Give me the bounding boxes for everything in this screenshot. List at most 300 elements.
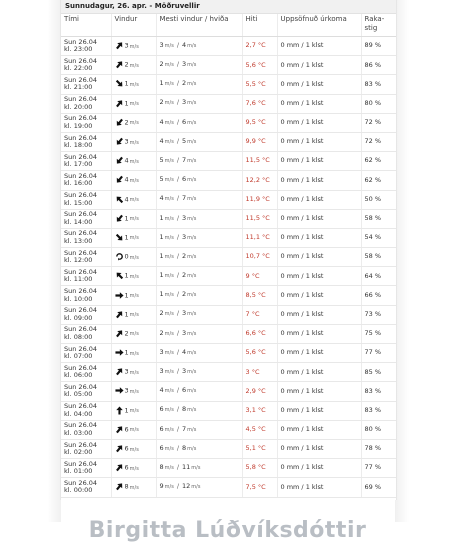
cell-temp: 9,5 °C <box>242 113 277 132</box>
cell-gust <box>156 344 242 363</box>
cell-time <box>61 401 111 420</box>
wind-unit: m/s <box>129 427 139 434</box>
row-day: Sun 26.04 <box>64 152 98 161</box>
wind-speed: 6 <box>124 463 129 472</box>
cell-time <box>61 420 111 439</box>
cell-precip: 0 mm / 1 klst <box>277 113 361 132</box>
cell-time <box>61 209 111 228</box>
cell-humidity: 62 % <box>361 171 396 190</box>
cell-humidity: 89 % <box>361 37 396 56</box>
cell-wind <box>111 171 156 190</box>
gust-wind-unit: m/s <box>187 138 197 145</box>
wind-unit: m/s <box>129 158 139 165</box>
cell-wind <box>111 190 156 209</box>
cell-precip: 0 mm / 1 klst <box>277 152 361 171</box>
cell-temp: 12,2 °C <box>242 171 277 190</box>
wind-unit: m/s <box>129 293 139 300</box>
cell-precip: 0 mm / 1 klst <box>277 344 361 363</box>
cell-wind <box>111 228 156 247</box>
slash-separator: / <box>176 290 180 299</box>
table-row <box>61 228 396 247</box>
table-row <box>61 37 396 56</box>
cell-gust <box>156 171 242 190</box>
cell-time <box>61 152 111 171</box>
wind-unit: m/s <box>129 81 139 88</box>
cell-precip: 0 mm / 1 klst <box>277 171 361 190</box>
mean-wind: 6 <box>159 443 164 452</box>
gust-wind-unit: m/s <box>187 157 197 164</box>
gust-wind: 7 <box>182 424 187 433</box>
table-row <box>61 324 396 343</box>
mean-wind-unit: m/s <box>164 253 174 260</box>
mean-wind: 3 <box>159 367 164 376</box>
cell-humidity: 58 % <box>361 248 396 267</box>
slash-separator: / <box>176 462 180 471</box>
slash-separator: / <box>176 347 180 356</box>
gust-wind: 3 <box>182 367 187 376</box>
cell-time <box>61 94 111 113</box>
row-day: Sun 26.04 <box>64 229 98 238</box>
mean-wind-unit: m/s <box>164 292 174 299</box>
cell-wind <box>111 439 156 458</box>
cell-precip: 0 mm / 1 klst <box>277 94 361 113</box>
cell-wind <box>111 459 156 478</box>
table-row <box>61 190 396 209</box>
row-hour: kl. 16:00 <box>64 179 93 188</box>
cell-wind <box>111 37 156 56</box>
mean-wind-unit: m/s <box>164 138 174 145</box>
wind-speed: 8 <box>124 482 129 491</box>
cell-time <box>61 113 111 132</box>
cell-wind <box>111 305 156 324</box>
cell-gust <box>156 75 242 94</box>
wind-unit: m/s <box>129 62 139 69</box>
gust-wind: 4 <box>182 40 187 49</box>
mean-wind: 1 <box>159 213 164 222</box>
cell-temp: 9,9 °C <box>242 132 277 151</box>
page-shadow-left <box>47 0 61 522</box>
slash-separator: / <box>176 251 180 260</box>
wind-direction-icon <box>115 425 124 434</box>
wind-speed: 1 <box>124 348 129 357</box>
cell-temp: 3 °C <box>242 363 277 382</box>
cell-humidity: 73 % <box>361 305 396 324</box>
cell-wind <box>111 401 156 420</box>
cell-temp: 11,5 °C <box>242 209 277 228</box>
row-hour: kl. 23:00 <box>64 45 93 54</box>
row-hour: kl. 14:00 <box>64 217 93 226</box>
cell-humidity: 80 % <box>361 94 396 113</box>
mean-wind-unit: m/s <box>164 81 174 88</box>
gust-wind-unit: m/s <box>187 62 197 69</box>
gust-wind-unit: m/s <box>187 196 197 203</box>
table-row <box>61 152 396 171</box>
wind-direction-icon <box>115 271 124 280</box>
wind-speed: 4 <box>124 195 129 204</box>
wind-direction-icon <box>115 175 124 184</box>
cell-gust <box>156 152 242 171</box>
slash-separator: / <box>176 117 180 126</box>
row-hour: kl. 15:00 <box>64 198 93 207</box>
slash-separator: / <box>176 309 180 318</box>
mean-wind-unit: m/s <box>164 369 174 376</box>
table-row <box>61 459 396 478</box>
cell-wind <box>111 94 156 113</box>
gust-wind-unit: m/s <box>187 445 197 452</box>
gust-wind-unit: m/s <box>187 330 197 337</box>
cell-temp: 2,9 °C <box>242 382 277 401</box>
row-hour: kl. 08:00 <box>64 332 93 341</box>
gust-wind-unit: m/s <box>187 426 197 433</box>
gust-wind-unit: m/s <box>191 484 201 491</box>
mean-wind: 6 <box>159 424 164 433</box>
mean-wind-unit: m/s <box>164 119 174 126</box>
cell-gust <box>156 94 242 113</box>
wind-unit: m/s <box>129 254 139 261</box>
table-row <box>61 94 396 113</box>
row-day: Sun 26.04 <box>64 56 98 65</box>
mean-wind: 9 <box>159 482 164 491</box>
cell-humidity: 64 % <box>361 267 396 286</box>
header-temp: Hiti <box>242 14 277 37</box>
row-hour: kl. 09:00 <box>64 313 93 322</box>
row-hour: kl. 21:00 <box>64 83 93 92</box>
wind-direction-icon <box>115 310 124 319</box>
gust-wind-unit: m/s <box>187 100 197 107</box>
cell-precip: 0 mm / 1 klst <box>277 305 361 324</box>
mean-wind: 8 <box>159 462 164 471</box>
wind-speed: 6 <box>124 444 129 453</box>
row-day: Sun 26.04 <box>64 287 98 296</box>
row-day: Sun 26.04 <box>64 210 98 219</box>
mean-wind: 4 <box>159 386 164 395</box>
cell-gust <box>156 209 242 228</box>
cell-time <box>61 56 111 75</box>
row-hour: kl. 07:00 <box>64 352 93 361</box>
cell-precip: 0 mm / 1 klst <box>277 478 361 497</box>
gust-wind: 2 <box>182 79 187 88</box>
mean-wind-unit: m/s <box>164 407 174 414</box>
mean-wind: 4 <box>159 194 164 203</box>
cell-temp: 3,1 °C <box>242 401 277 420</box>
cell-precip: 0 mm / 1 klst <box>277 286 361 305</box>
mean-wind-unit: m/s <box>164 426 174 433</box>
cell-wind <box>111 324 156 343</box>
wind-speed: 1 <box>124 79 129 88</box>
gust-wind-unit: m/s <box>187 234 197 241</box>
cell-temp: 5,5 °C <box>242 75 277 94</box>
cell-time <box>61 324 111 343</box>
mean-wind-unit: m/s <box>164 62 174 69</box>
table-row <box>61 248 396 267</box>
mean-wind: 1 <box>159 271 164 280</box>
cell-time <box>61 459 111 478</box>
row-day: Sun 26.04 <box>64 325 98 334</box>
cell-time <box>61 286 111 305</box>
wind-direction-icon <box>115 156 124 165</box>
row-day: Sun 26.04 <box>64 171 98 180</box>
wind-unit: m/s <box>129 177 139 184</box>
wind-speed: 1 <box>124 271 129 280</box>
row-hour: kl. 17:00 <box>64 160 93 169</box>
cell-time <box>61 382 111 401</box>
cell-temp: 5,6 °C <box>242 56 277 75</box>
cell-precip: 0 mm / 1 klst <box>277 267 361 286</box>
cell-precip: 0 mm / 1 klst <box>277 56 361 75</box>
table-row <box>61 286 396 305</box>
cell-humidity: 80 % <box>361 420 396 439</box>
table-row <box>61 209 396 228</box>
mean-wind-unit: m/s <box>164 311 174 318</box>
gust-wind-unit: m/s <box>187 42 197 49</box>
table-row <box>61 401 396 420</box>
table-row <box>61 305 396 324</box>
table-row <box>61 267 396 286</box>
cell-wind <box>111 248 156 267</box>
slash-separator: / <box>176 443 180 452</box>
row-day: Sun 26.04 <box>64 267 98 276</box>
cell-wind <box>111 420 156 439</box>
cell-time <box>61 190 111 209</box>
mean-wind-unit: m/s <box>164 196 174 203</box>
cell-precip: 0 mm / 1 klst <box>277 228 361 247</box>
row-hour: kl. 04:00 <box>64 409 93 418</box>
wind-speed: 1 <box>124 99 129 108</box>
table-row <box>61 344 396 363</box>
mean-wind: 2 <box>159 309 164 318</box>
wind-speed: 1 <box>124 406 129 415</box>
wind-speed: 0 <box>124 252 129 261</box>
gust-wind: 7 <box>182 155 187 164</box>
gust-wind: 3 <box>182 309 187 318</box>
mean-wind: 3 <box>159 347 164 356</box>
gust-wind: 2 <box>182 290 187 299</box>
cell-wind <box>111 132 156 151</box>
wind-direction-icon <box>115 233 124 242</box>
table-row <box>61 382 396 401</box>
slash-separator: / <box>176 40 180 49</box>
cell-gust <box>156 439 242 458</box>
cell-temp: 5,8 °C <box>242 459 277 478</box>
cell-precip: 0 mm / 1 klst <box>277 420 361 439</box>
table-row <box>61 171 396 190</box>
table-row <box>61 439 396 458</box>
slash-separator: / <box>176 194 180 203</box>
gust-wind: 6 <box>182 175 187 184</box>
cell-gust <box>156 324 242 343</box>
cell-gust <box>156 37 242 56</box>
cell-humidity: 54 % <box>361 228 396 247</box>
gust-wind-unit: m/s <box>187 215 197 222</box>
wind-direction-icon <box>115 214 124 223</box>
cell-gust <box>156 286 242 305</box>
wind-speed: 2 <box>124 329 129 338</box>
wind-unit: m/s <box>129 216 139 223</box>
row-hour: kl. 10:00 <box>64 294 93 303</box>
wind-unit: m/s <box>129 465 139 472</box>
mean-wind: 2 <box>159 98 164 107</box>
mean-wind-unit: m/s <box>164 484 174 491</box>
mean-wind: 6 <box>159 405 164 414</box>
wind-speed: 3 <box>124 386 129 395</box>
row-hour: kl. 12:00 <box>64 256 93 265</box>
gust-wind: 3 <box>182 98 187 107</box>
wind-unit: m/s <box>129 139 139 146</box>
wind-speed: 2 <box>124 118 129 127</box>
mean-wind-unit: m/s <box>164 349 174 356</box>
cell-humidity: 62 % <box>361 152 396 171</box>
cell-humidity: 72 % <box>361 113 396 132</box>
cell-humidity: 85 % <box>361 363 396 382</box>
gust-wind-unit: m/s <box>187 407 197 414</box>
mean-wind: 3 <box>159 40 164 49</box>
gust-wind: 5 <box>182 136 187 145</box>
cell-wind <box>111 478 156 497</box>
cell-humidity: 72 % <box>361 132 396 151</box>
cell-wind <box>111 267 156 286</box>
mean-wind: 5 <box>159 175 164 184</box>
wind-direction-icon <box>115 406 124 415</box>
table-title: Sunnudagur, 26. apr. - Möðruvellir <box>61 0 396 14</box>
row-day: Sun 26.04 <box>64 114 98 123</box>
row-day: Sun 26.04 <box>64 459 98 468</box>
cell-wind <box>111 286 156 305</box>
cell-temp: 2,7 °C <box>242 37 277 56</box>
gust-wind-unit: m/s <box>187 388 197 395</box>
gust-wind-unit: m/s <box>187 311 197 318</box>
wind-speed: 1 <box>124 214 129 223</box>
row-day: Sun 26.04 <box>64 421 98 430</box>
cell-gust <box>156 132 242 151</box>
cell-humidity: 50 % <box>361 190 396 209</box>
cell-gust <box>156 305 242 324</box>
wind-direction-icon <box>115 41 124 50</box>
cell-temp: 5,6 °C <box>242 344 277 363</box>
table-row <box>61 420 396 439</box>
cell-temp: 11,5 °C <box>242 152 277 171</box>
mean-wind: 5 <box>159 155 164 164</box>
cell-temp: 7,5 °C <box>242 478 277 497</box>
cell-humidity: 83 % <box>361 382 396 401</box>
gust-wind: 8 <box>182 443 187 452</box>
row-hour: kl. 01:00 <box>64 467 93 476</box>
cell-time <box>61 439 111 458</box>
mean-wind: 2 <box>159 60 164 69</box>
wind-unit: m/s <box>129 43 139 50</box>
mean-wind-unit: m/s <box>164 215 174 222</box>
cell-precip: 0 mm / 1 klst <box>277 209 361 228</box>
cell-precip: 0 mm / 1 klst <box>277 248 361 267</box>
cell-gust <box>156 420 242 439</box>
cell-humidity: 83 % <box>361 401 396 420</box>
row-hour: kl. 02:00 <box>64 448 93 457</box>
cell-precip: 0 mm / 1 klst <box>277 190 361 209</box>
cell-temp: 7,6 °C <box>242 94 277 113</box>
header-time: Tími <box>61 14 111 37</box>
mean-wind-unit: m/s <box>164 157 174 164</box>
slash-separator: / <box>176 213 180 222</box>
row-day: Sun 26.04 <box>64 191 98 200</box>
mean-wind-unit: m/s <box>164 234 174 241</box>
wind-unit: m/s <box>129 484 139 491</box>
cell-temp: 11,9 °C <box>242 190 277 209</box>
mean-wind: 4 <box>159 117 164 126</box>
cell-precip: 0 mm / 1 klst <box>277 439 361 458</box>
slash-separator: / <box>176 98 180 107</box>
row-hour: kl. 22:00 <box>64 64 93 73</box>
slash-separator: / <box>176 60 180 69</box>
gust-wind: 6 <box>182 386 187 395</box>
cell-humidity: 86 % <box>361 56 396 75</box>
row-day: Sun 26.04 <box>64 75 98 84</box>
cell-humidity: 83 % <box>361 75 396 94</box>
row-day: Sun 26.04 <box>64 344 98 353</box>
cell-wind <box>111 152 156 171</box>
cell-time <box>61 305 111 324</box>
cell-time <box>61 171 111 190</box>
cell-wind <box>111 363 156 382</box>
cell-humidity: 78 % <box>361 439 396 458</box>
wind-speed: 6 <box>124 425 129 434</box>
cell-humidity: 77 % <box>361 344 396 363</box>
cell-time <box>61 478 111 497</box>
wind-speed: 1 <box>124 291 129 300</box>
cell-precip: 0 mm / 1 klst <box>277 37 361 56</box>
cell-gust <box>156 382 242 401</box>
mean-wind: 1 <box>159 232 164 241</box>
gust-wind-unit: m/s <box>187 349 197 356</box>
cell-temp: 9 °C <box>242 267 277 286</box>
wind-unit: m/s <box>129 101 139 108</box>
gust-wind: 3 <box>182 213 187 222</box>
cell-time <box>61 344 111 363</box>
gust-wind: 8 <box>182 405 187 414</box>
wind-speed: 4 <box>124 156 129 165</box>
mean-wind-unit: m/s <box>164 100 174 107</box>
cell-wind <box>111 113 156 132</box>
wind-direction-icon <box>115 444 124 453</box>
mean-wind: 4 <box>159 136 164 145</box>
slash-separator: / <box>176 175 180 184</box>
row-day: Sun 26.04 <box>64 478 98 487</box>
wind-speed: 1 <box>124 310 129 319</box>
cell-temp: 5,1 °C <box>242 439 277 458</box>
cell-temp: 11,1 °C <box>242 228 277 247</box>
wind-direction-icon <box>115 99 124 108</box>
gust-wind: 3 <box>182 60 187 69</box>
wind-speed: 2 <box>124 60 129 69</box>
mean-wind: 1 <box>159 79 164 88</box>
gust-wind: 4 <box>182 347 187 356</box>
slash-separator: / <box>176 482 180 491</box>
wind-speed: 3 <box>124 41 129 50</box>
wind-speed: 1 <box>124 233 129 242</box>
mean-wind-unit: m/s <box>164 445 174 452</box>
gust-wind: 12 <box>182 482 191 491</box>
wind-unit: m/s <box>129 273 139 280</box>
gust-wind: 3 <box>182 328 187 337</box>
cell-precip: 0 mm / 1 klst <box>277 363 361 382</box>
cell-temp: 6,6 °C <box>242 324 277 343</box>
row-day: Sun 26.04 <box>64 363 98 372</box>
cell-gust <box>156 190 242 209</box>
mean-wind-unit: m/s <box>164 464 174 471</box>
wind-direction-icon <box>115 137 124 146</box>
slash-separator: / <box>176 386 180 395</box>
table-row <box>61 56 396 75</box>
row-hour: kl. 20:00 <box>64 102 93 111</box>
cell-gust <box>156 478 242 497</box>
